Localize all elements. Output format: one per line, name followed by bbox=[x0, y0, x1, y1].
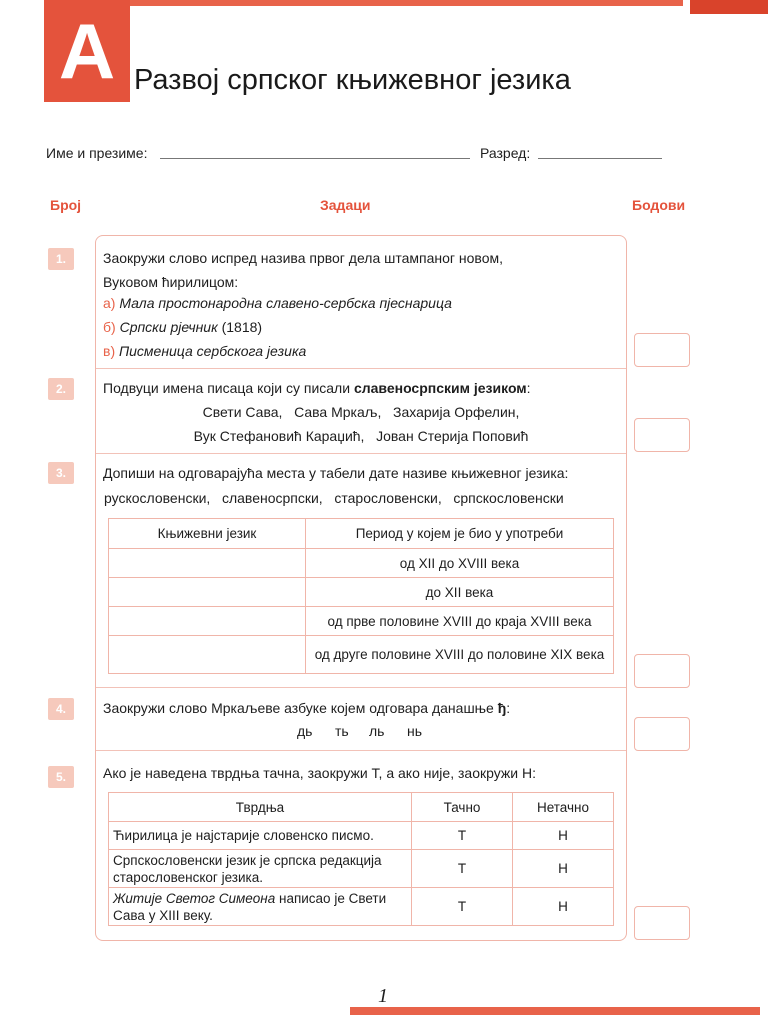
period-cell: од друге половине XVIII до половине XIX века bbox=[306, 636, 614, 674]
task-number-badge: 4. bbox=[48, 698, 74, 720]
option-year: (1818) bbox=[217, 319, 263, 335]
statement-cell: Ћирилица је најстарије словенско писмо. bbox=[109, 822, 412, 850]
class-field-line[interactable] bbox=[538, 158, 662, 159]
language-input-cell[interactable] bbox=[109, 636, 306, 674]
language-input-cell[interactable] bbox=[109, 549, 306, 578]
true-option[interactable]: Т bbox=[412, 850, 513, 888]
section-letter: A bbox=[58, 7, 116, 95]
prompt-bold-text: славеносрпским језиком bbox=[353, 380, 527, 396]
task-3-terms: рускословенски, славеносрпски, старословенски, српскословенски bbox=[104, 490, 564, 506]
task-4-letter-option[interactable]: дь bbox=[297, 723, 313, 739]
task-divider bbox=[96, 687, 626, 688]
points-box[interactable] bbox=[634, 654, 690, 688]
false-option[interactable]: Н bbox=[513, 850, 614, 888]
option-text: Српски рјечник bbox=[119, 319, 218, 335]
prompt-text-end: : bbox=[506, 700, 511, 716]
table-row bbox=[109, 578, 614, 607]
task-2-writers-line-1[interactable]: Свети Сава, Сава Мркаљ, Захарија Орфелин, bbox=[202, 404, 520, 420]
table-row bbox=[109, 850, 614, 888]
task-number-badge: 3. bbox=[48, 462, 74, 484]
page-number: 1 bbox=[378, 985, 388, 1007]
bottom-accent-bar bbox=[350, 1007, 760, 1015]
option-letter: в) bbox=[103, 343, 116, 359]
task-1-option-c[interactable] bbox=[103, 341, 306, 361]
task-number-badge: 5. bbox=[48, 766, 74, 788]
option-letter: б) bbox=[103, 319, 116, 335]
period-cell: од XII до XVIII века bbox=[306, 549, 614, 578]
table-row bbox=[109, 549, 614, 578]
column-header-points: Бодови bbox=[632, 197, 686, 213]
table-row bbox=[109, 636, 614, 674]
statement-italic-title: Житије Светог Симеона bbox=[113, 890, 276, 906]
true-option[interactable]: Т bbox=[412, 888, 513, 926]
column-header-tasks: Задаци bbox=[320, 197, 371, 213]
column-header-number: Број bbox=[50, 197, 82, 213]
task-2-writers-line-2[interactable]: Вук Стефановић Караџић, Јован Стерија Поповић bbox=[193, 428, 529, 444]
task-2-prompt bbox=[103, 378, 531, 398]
statement-cell bbox=[109, 888, 412, 926]
top-accent-tab bbox=[690, 0, 768, 14]
prompt-text: Заокружи слово Мркаљеве азбуке којем одговара данашње bbox=[103, 700, 498, 716]
task-4-prompt bbox=[103, 698, 510, 718]
table-header: Нетачно bbox=[513, 793, 614, 822]
class-label: Разред: bbox=[480, 145, 531, 161]
true-false-table bbox=[108, 792, 614, 926]
table-row bbox=[109, 607, 614, 636]
points-box[interactable] bbox=[634, 717, 690, 751]
prompt-text: Подвуци имена писаца који су писали bbox=[103, 380, 354, 396]
table-header: Тврдња bbox=[109, 793, 412, 822]
points-box[interactable] bbox=[634, 418, 690, 452]
option-letter: а) bbox=[103, 295, 116, 311]
table-row bbox=[109, 822, 614, 850]
task-1-prompt-line-2: Вуковом ћирилицом: bbox=[103, 274, 239, 290]
task-1-option-b[interactable] bbox=[103, 317, 262, 337]
language-period-table bbox=[108, 518, 614, 674]
task-4-letter-option[interactable]: нь bbox=[407, 723, 423, 739]
prompt-text-end: : bbox=[526, 380, 531, 396]
top-accent-bar bbox=[83, 0, 683, 6]
section-letter-box bbox=[44, 0, 130, 102]
table-header: Период у којем је био у употреби bbox=[306, 519, 614, 549]
points-box[interactable] bbox=[634, 333, 690, 367]
task-3-prompt: Допиши на одговарајућа места у табели дате називе књижевног језика: bbox=[103, 465, 569, 481]
task-divider bbox=[96, 368, 626, 369]
task-1-option-a[interactable] bbox=[103, 293, 452, 313]
task-number-badge: 1. bbox=[48, 248, 74, 270]
task-1-prompt-line-1: Заокружи слово испред назива првог дела штампаног новом, bbox=[103, 250, 504, 266]
option-text: Писменица сербскога језика bbox=[119, 343, 307, 359]
prompt-bold-letter: ђ bbox=[497, 700, 507, 716]
period-cell: до XII века bbox=[306, 578, 614, 607]
table-row bbox=[109, 888, 614, 926]
true-option[interactable]: Т bbox=[412, 822, 513, 850]
task-divider bbox=[96, 750, 626, 751]
points-box[interactable] bbox=[634, 906, 690, 940]
task-divider bbox=[96, 453, 626, 454]
false-option[interactable]: Н bbox=[513, 822, 614, 850]
statement-cell: Српскословенски језик је српска редакција старословенског језика. bbox=[109, 850, 412, 888]
task-4-letter-option[interactable]: ль bbox=[369, 723, 385, 739]
name-label: Име и презиме: bbox=[46, 145, 148, 161]
table-header: Књижевни језик bbox=[109, 519, 306, 549]
table-header: Тачно bbox=[412, 793, 513, 822]
language-input-cell[interactable] bbox=[109, 607, 306, 636]
false-option[interactable]: Н bbox=[513, 888, 614, 926]
option-text: Мала простонародна славено-сербска пјеснарица bbox=[119, 295, 452, 311]
task-number-badge: 2. bbox=[48, 378, 74, 400]
page-title: Развој српског књижевног језика bbox=[134, 64, 571, 96]
language-input-cell[interactable] bbox=[109, 578, 306, 607]
name-field-line[interactable] bbox=[160, 158, 470, 159]
statement-rest: написао је Свети Сава у XIII веку. bbox=[113, 890, 387, 923]
period-cell: од прве половине XVIII до краја XVIII века bbox=[306, 607, 614, 636]
task-4-letter-option[interactable]: ть bbox=[335, 723, 349, 739]
task-5-prompt: Ако је наведена тврдња тачна, заокружи Т, а ако није, заокружи Н: bbox=[103, 765, 536, 781]
